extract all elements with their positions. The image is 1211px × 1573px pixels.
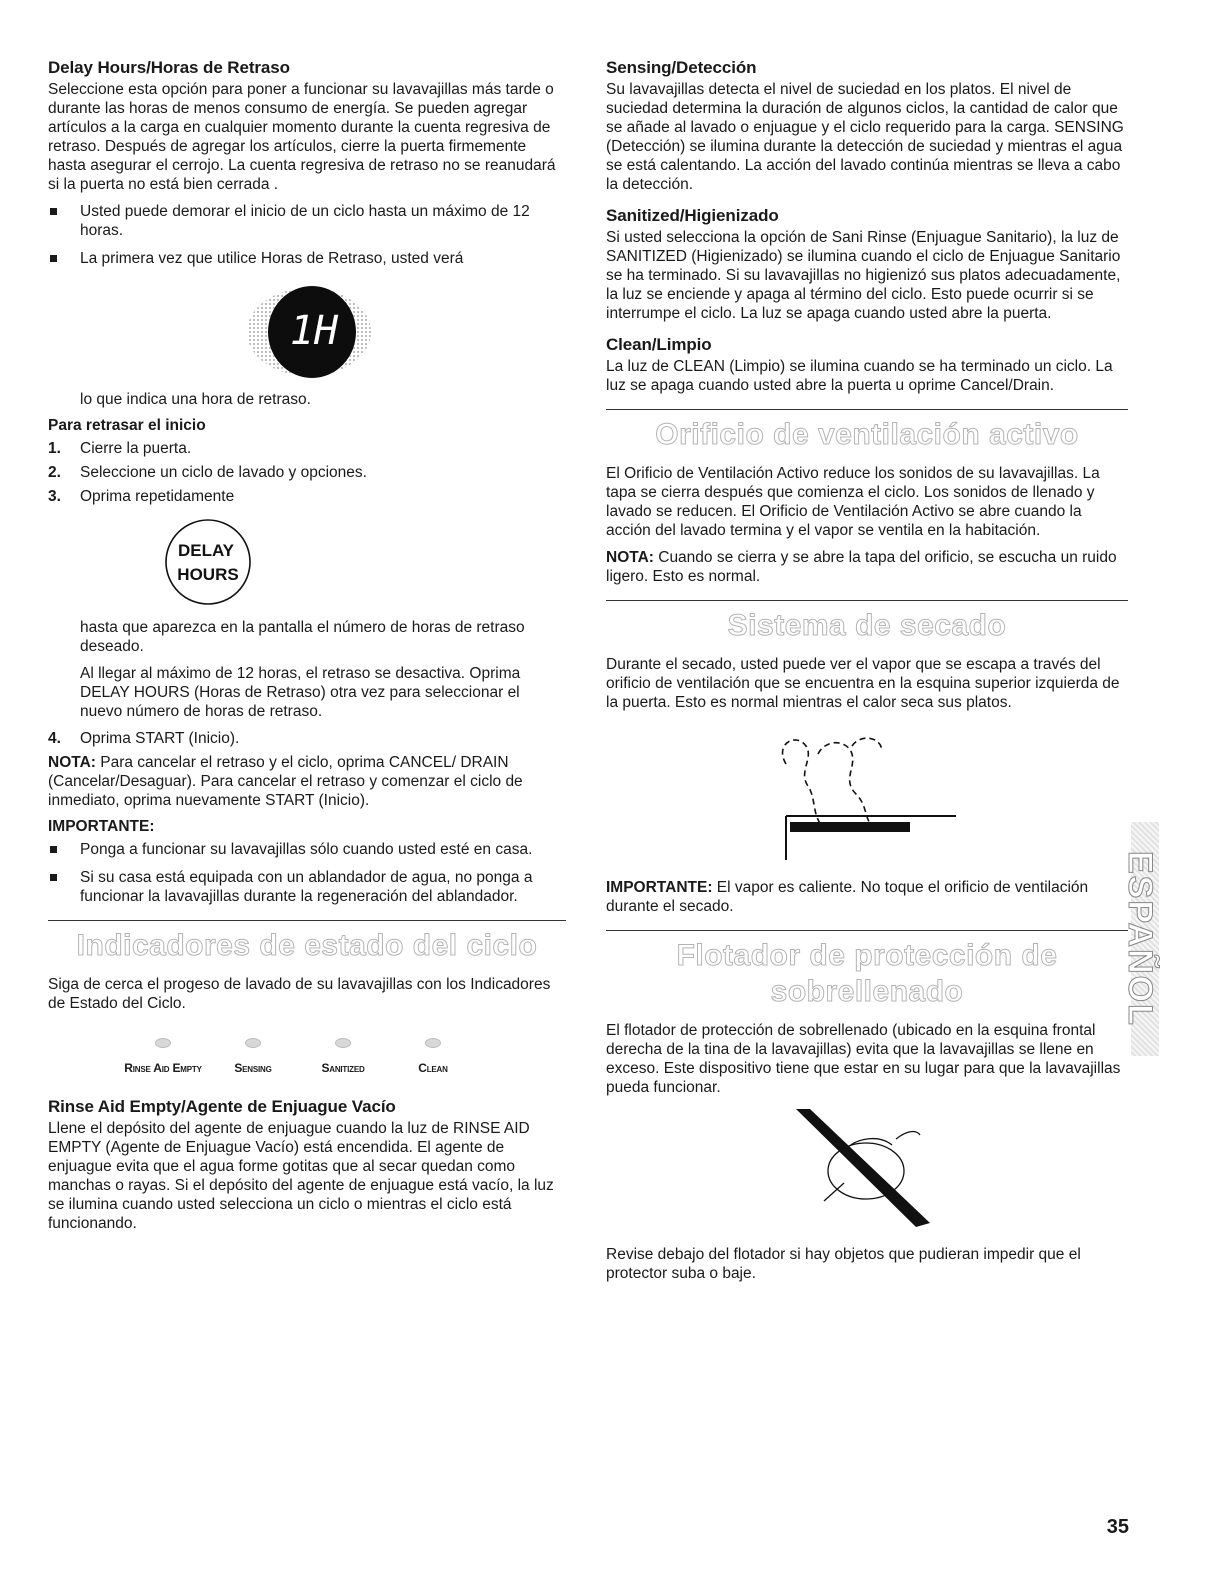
- left-column: [48, 58, 566, 1241]
- steam-vent-illustration: [756, 724, 956, 864]
- delay-hours-intro: Seleccione esta opción para poner a funcionar su lavavajillas más tarde o durante las horas de menos consumo de energía. Se pueden agregar artículos a la carga en cualquier momento durante la cuenta regresiva de retraso. Después de agregar los artículos, cierre la puerta firmemente hasta asegurar el cerrojo. La cuenta regresiva de retraso no se reanudará si la puerta no está bien cerrada .: [48, 81, 556, 193]
- overfill-text: El flotador de protección de sobrellenado (ubicado en la esquina frontal derecha de la tina de la lavavajillas) evita que la lavavajillas se llene en exceso. Este dispositivo tiene que estar en su lugar para que la lavavajillas pueda funcionar.: [606, 1022, 1121, 1096]
- drying-heading: Sistema de secado: [727, 609, 1007, 642]
- step-item: 3. Oprima repetidamente: [48, 488, 235, 505]
- section-divider: [606, 930, 1128, 931]
- section-divider: [606, 600, 1128, 601]
- sanitized-text: Si usted selecciona la opción de Sani Rinse (Enjuague Sanitario), la luz de SANITIZED (Higienizado) se ilumina cuando el ciclo de Enjuague Sanitario se ha terminado. Si su lavavajillas no higienizó sus platos adecuadamente, la luz se enciende y apaga al término del ciclo. Esto puede ocurrir si se interrumpe el ciclo. La luz se apaga cuando usted abre la puerta.: [606, 229, 1121, 322]
- clean-text: La luz de CLEAN (Limpio) se ilumina cuando se ha terminado un ciclo. La luz se apaga cuando usted abre la puerta u oprime Cancel/Drain.: [606, 358, 1113, 394]
- step-item: 4. Oprima START (Inicio).: [48, 730, 240, 747]
- right-column: [606, 58, 1128, 1291]
- svg-text:DELAY: DELAY: [177, 541, 235, 560]
- status-light: Sanitized: [298, 1035, 388, 1075]
- overfill-float-illustration: [796, 1109, 936, 1229]
- led-icon: [245, 1038, 261, 1048]
- clean-title: Clean/Limpio: [606, 335, 712, 354]
- delay-hours-title: Delay Hours/Horas de Retraso: [48, 58, 290, 77]
- status-light: Sensing: [208, 1035, 298, 1075]
- led-icon: [425, 1038, 441, 1048]
- status-light: Rinse Aid Empty: [118, 1035, 208, 1075]
- display-readout: 1H: [289, 308, 339, 354]
- step-item: 2. Seleccione un ciclo de lavado y opciones.: [48, 464, 367, 481]
- section-divider: [48, 920, 566, 921]
- status-light: Clean: [388, 1035, 478, 1075]
- bullet-item: Usted puede demorar el inicio de un ciclo hasta un máximo de 12 horas.: [48, 202, 566, 240]
- delay-start-subtitle: Para retrasar el inicio: [48, 417, 206, 434]
- page-number: 35: [1106, 1516, 1129, 1538]
- overfill-after-text: Revise debajo del flotador si hay objetos que pudieran impedir que el protector suba o baje.: [606, 1246, 1081, 1282]
- rinse-aid-title: Rinse Aid Empty/Agente de Enjuague Vacío: [48, 1097, 396, 1116]
- vent-note: NOTA: Cuando se cierra y se abre la tapa del orificio, se escucha un ruido ligero. Esto es normal.: [606, 549, 1117, 585]
- bullet-item: Ponga a funcionar su lavavajillas sólo cuando usted esté en casa.: [48, 840, 566, 859]
- status-lights-row: [118, 1035, 478, 1075]
- rinse-aid-text: Llene el depósito del agente de enjuague cuando la luz de RINSE AID EMPTY (Agente de Enjuague Vacío) está encendida. El agente de enjuague evita que el agua forme gotitas que al secar quedan como manchas o rayas. Si el depósito del agente de enjuague está vacío, la luz se ilumina cuando usted selecciona un ciclo o mientras el ciclo está funcionando.: [48, 1120, 554, 1232]
- cycle-indicators-intro: Siga de cerca el progeso de lavado de su lavavajillas con los Indicadores de Estado del Ciclo.: [48, 976, 551, 1012]
- svg-text:HOURS: HOURS: [177, 565, 239, 584]
- bullet-item: Si su casa está equipada con un ablandador de agua, no ponga a funcionar la lavavajillas durante la regeneración del ablandador.: [48, 868, 566, 906]
- delay-hours-button-icon: [158, 516, 258, 608]
- vent-text: El Orificio de Ventilación Activo reduce los sonidos de su lavavajillas. La tapa se cierra después que comienza el ciclo. Los sonidos de llenado y lavado se reducen. El Orificio de Ventilación Activo se abre cuando la acción del lavado termina y el vapor se ventila en la habitación.: [606, 465, 1100, 539]
- note-paragraph: NOTA: Para cancelar el retraso y el ciclo, oprima CANCEL/ DRAIN (Cancelar/Desaguar). Para cancelar el retraso y comenzar el ciclo de inmediato, oprima nuevamente START (Inicio).: [48, 754, 523, 809]
- after-button-text: hasta que aparezca en la pantalla el número de horas de retraso deseado.: [80, 619, 525, 655]
- overfill-heading-line1: Flotador de protección de: [676, 939, 1058, 972]
- section-divider: [606, 409, 1128, 410]
- step-item: 1. Cierre la puerta.: [48, 440, 192, 457]
- sanitized-title: Sanitized/Higienizado: [606, 206, 779, 225]
- after-display-text: lo que indica una hora de retraso.: [80, 391, 311, 408]
- important-label: IMPORTANTE:: [48, 818, 155, 835]
- overfill-heading-line2: sobrellenado: [770, 975, 964, 1008]
- bullet-item: La primera vez que utilice Horas de Retraso, usted verá: [48, 249, 566, 268]
- cycle-indicators-heading: Indicadores de estado del ciclo: [76, 929, 538, 962]
- vent-heading: Orificio de ventilación activo: [655, 418, 1079, 451]
- drying-important: IMPORTANTE: El vapor es caliente. No toque el orificio de ventilación durante el secado.: [606, 879, 1089, 915]
- sensing-text: Su lavavajillas detecta el nivel de suciedad en los platos. El nivel de suciedad determina la duración de algunos ciclos, la cantidad de calor que se añade al lavado o enjuague y el ciclo requerido para la carga. SENSING (Detección) se ilumina durante la detección de suciedad y mientras el agua se está calentando. La acción del lavado continúa mientras se lleva a cabo la detección.: [606, 81, 1124, 193]
- drying-text: Durante el secado, usted puede ver el vapor que se escapa a través del orificio de ventilación que se encuentra en la esquina superior izquierda de la puerta. Esto es normal mientras el calor seca sus platos.: [606, 656, 1120, 711]
- led-icon: [155, 1038, 171, 1048]
- language-side-tab: ESPAÑOL: [1131, 822, 1159, 1056]
- after-button-text-2: Al llegar al máximo de 12 horas, el retraso se desactiva. Oprima DELAY HOURS (Horas de Retraso) otra vez para seleccionar el nuevo número de horas de retraso.: [80, 665, 521, 720]
- sensing-title: Sensing/Detección: [606, 58, 757, 77]
- delay-display-illustration: [244, 282, 374, 382]
- led-icon: [335, 1038, 351, 1048]
